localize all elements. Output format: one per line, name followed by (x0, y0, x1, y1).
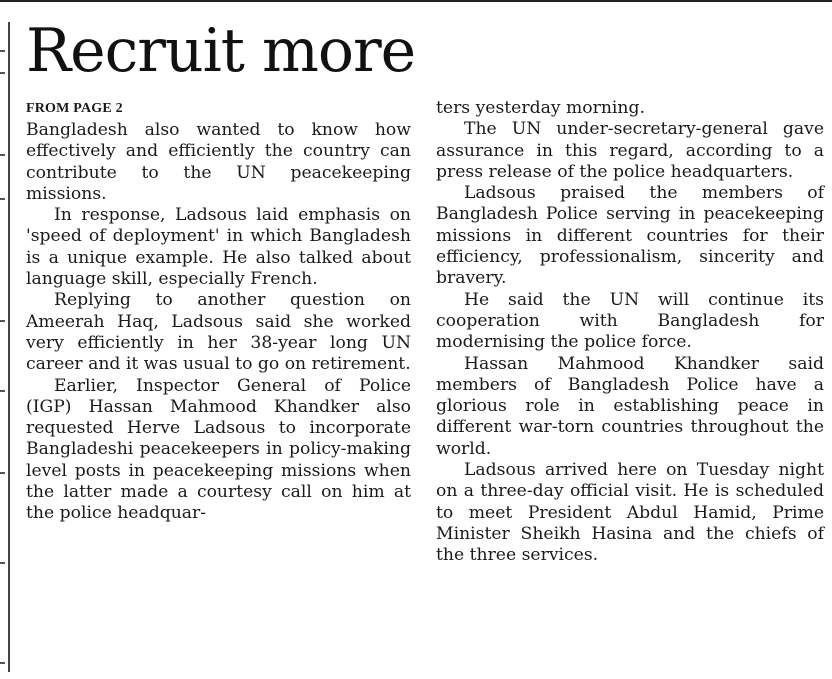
article-paragraph: Bangladesh also wanted to know how effectively and efficiently the country can contribute to the UN peacekeeping missions. (26, 120, 411, 204)
continuation-dateline: FROM PAGE 2 (26, 101, 123, 116)
article-paragraph: Ladsous praised the members of Bangladesh Police serving in peacekeeping missions in different countries for their efficiency, professionalism, sincerity and bravery. (436, 183, 824, 289)
article-paragraph: Hassan Mahmood Khandker said members of Bangladesh Police have a glorious role in establishing peace in different war-torn countries throughout the world. (436, 353, 824, 459)
article-column-right (436, 98, 824, 567)
adjacent-text-fragment (0, 50, 5, 52)
adjacent-text-fragment (0, 320, 5, 322)
article-column-left (26, 98, 411, 525)
article-paragraph: He said the UN will continue its cooperation with Bangladesh for modernising the police force. (436, 289, 824, 353)
adjacent-text-fragment (0, 390, 5, 392)
adjacent-text-fragment (0, 198, 5, 200)
article-paragraph: Replying to another question on Ameerah Haq, Ladsous said she worked very efficiently in her 38-year long UN career and it was usual to go on retirement. (26, 290, 411, 375)
article-paragraph: Ladsous arrived here on Tuesday night on a three-day official visit. He is scheduled to meet President Abdul Hamid, Prime Minister Sheikh Hasina and the chiefs of the three services. (436, 460, 824, 566)
adjacent-text-fragment (0, 154, 5, 156)
adjacent-text-fragment (0, 72, 5, 74)
article-paragraph: Earlier, Inspector General of Police (IGP) Hassan Mahmood Khandker also requested Herve Ladsous to incorporate Bangladeshi peacekeepers in policy-making level posts in peacekeeping missions when the latter made a courtesy call on him at the police headquar- (26, 375, 411, 524)
article-paragraph: In response, Ladsous laid emphasis on 'speed of deployment' in which Bangladesh is a unique example. He also talked about language skill, especially French. (26, 205, 411, 290)
article-paragraph: The UN under-secretary-general gave assurance in this regard, according to a press release of the police headquarters. (436, 119, 824, 182)
column-divider-rule (8, 22, 10, 672)
adjacent-text-fragment (0, 472, 5, 474)
adjacent-text-fragment (0, 662, 5, 664)
adjacent-text-fragment (0, 562, 5, 564)
article-headline: Recruit more (26, 16, 416, 86)
article-paragraph-continued: ters yesterday morning. (436, 98, 645, 118)
